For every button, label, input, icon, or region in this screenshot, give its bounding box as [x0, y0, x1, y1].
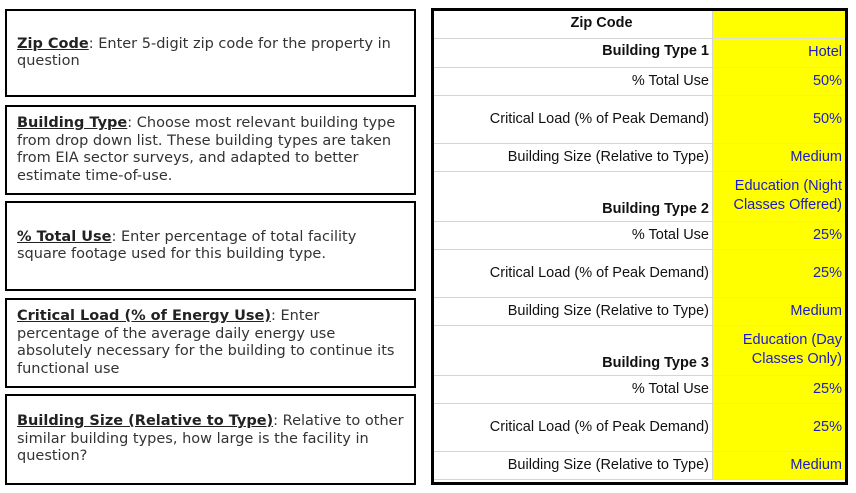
building-type-3-label: Building Type 3	[434, 325, 713, 375]
building-type-3-row	[434, 325, 845, 375]
building-size-1-row	[434, 143, 845, 171]
critical-load-1-input[interactable]: 50%	[713, 95, 846, 143]
critical-load-1-row	[434, 95, 845, 143]
zip-code-term: Zip Code	[17, 35, 89, 52]
building-type-2-label: Building Type 2	[434, 171, 713, 221]
total-use-1-row	[434, 67, 845, 95]
building-type-3-select[interactable]: Education (Day Classes Only)	[713, 325, 846, 375]
critical-load-description: : Enter percentage of the average daily energy use absolutely necessary for the building to continue its functional use	[17, 308, 395, 377]
total-use-2-row	[434, 221, 845, 249]
building-type-instruction	[5, 105, 416, 195]
zip-code-label: Zip Code	[434, 11, 713, 38]
critical-load-3-input[interactable]: 25%	[713, 403, 846, 451]
total-use-2-label: % Total Use	[434, 221, 713, 249]
building-size-3-label: Building Size (Relative to Type)	[434, 451, 713, 479]
critical-load-3-label: Critical Load (% of Peak Demand)	[434, 403, 713, 451]
building-type-1-label: Building Type 1	[434, 38, 713, 67]
building-size-2-select[interactable]: Medium	[713, 297, 846, 325]
building-size-description: : Relative to other similar building types, how large is the facility in question?	[17, 413, 404, 465]
building-type-description: : Choose most relevant building type from drop down list. These building types are taken from EIA sector surveys, and adapted to better estimate time-of-use.	[17, 115, 396, 184]
building-size-3-row	[434, 451, 845, 479]
building-type-2-row	[434, 171, 845, 221]
critical-load-instruction	[5, 298, 416, 388]
total-use-term: % Total Use	[17, 228, 112, 245]
building-type-1-select[interactable]: Hotel	[713, 38, 846, 67]
building-input-table	[434, 11, 845, 480]
zip-code-row	[434, 11, 845, 38]
critical-load-2-label: Critical Load (% of Peak Demand)	[434, 249, 713, 297]
building-size-3-select[interactable]: Medium	[713, 451, 846, 479]
total-use-3-label: % Total Use	[434, 375, 713, 403]
critical-load-2-row	[434, 249, 845, 297]
zip-code-input[interactable]	[713, 11, 846, 38]
total-use-2-input[interactable]: 25%	[713, 221, 846, 249]
total-use-3-row	[434, 375, 845, 403]
zip-code-description: : Enter 5-digit zip code for the property in question	[17, 35, 391, 69]
building-size-1-label: Building Size (Relative to Type)	[434, 143, 713, 171]
building-input-sheet	[431, 8, 848, 485]
total-use-instruction	[5, 201, 416, 291]
building-size-2-label: Building Size (Relative to Type)	[434, 297, 713, 325]
critical-load-1-label: Critical Load (% of Peak Demand)	[434, 95, 713, 143]
critical-load-term: Critical Load (% of Energy Use)	[17, 308, 271, 324]
total-use-3-input[interactable]: 25%	[713, 375, 846, 403]
critical-load-2-input[interactable]: 25%	[713, 249, 846, 297]
critical-load-3-row	[434, 403, 845, 451]
building-size-1-select[interactable]: Medium	[713, 143, 846, 171]
total-use-1-input[interactable]: 50%	[713, 67, 846, 95]
zip-code-instruction	[5, 9, 416, 97]
building-size-2-row	[434, 297, 845, 325]
total-use-1-label: % Total Use	[434, 67, 713, 95]
building-type-1-row	[434, 38, 845, 67]
building-type-2-select[interactable]: Education (Night Classes Offered)	[713, 171, 846, 221]
building-type-term: Building Type	[17, 115, 128, 131]
building-size-instruction	[5, 394, 416, 485]
building-size-term: Building Size (Relative to Type)	[17, 413, 274, 430]
total-use-description: : Enter percentage of total facility square footage used for this building type.	[17, 228, 357, 262]
